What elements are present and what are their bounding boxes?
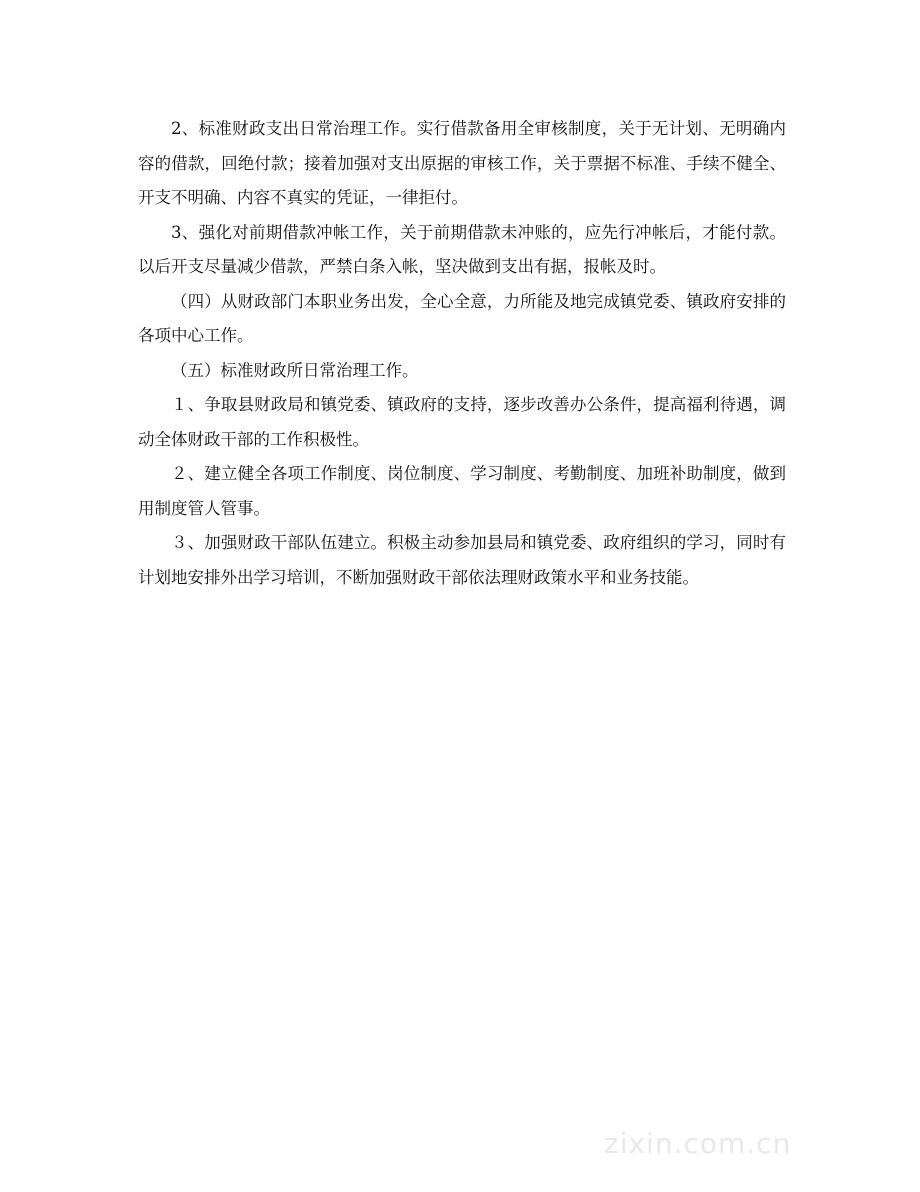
document-body	[138, 112, 786, 595]
paragraph-item-three: ３、加强财政干部队伍建立。积极主动参加县局和镇党委、政府组织的学习，同时有计划地安排外出学习培训，不断加强财政干部依法理财政策水平和业务技能。	[138, 533, 786, 587]
paragraph-item-two: ２、建立健全各项工作制度、岗位制度、学习制度、考勤制度、加班补助制度，做到用制度管人管事。	[138, 464, 786, 518]
watermark: zixin.com.cn	[604, 1127, 792, 1160]
paragraph-section-four: （四）从财政部门本职业务出发，全心全意，力所能及地完成镇党委、镇政府安排的各项中心工作。	[138, 291, 786, 345]
paragraph-loan-offset: 3、强化对前期借款冲帐工作，关于前期借款未冲账的，应先行冲帐后，才能付款。以后开支尽量减少借款，严禁白条入帐，坚决做到支出有据，报帐及时。	[138, 222, 786, 276]
paragraph-expense-management: 2、标准财政支出日常治理工作。实行借款备用全审核制度，关于无计划、无明确内容的借款，回绝付款；接着加强对支出原据的审核工作，关于票据不标准、手续不健全、开支不明确、内容不真实的凭证，一律拒付。	[138, 119, 786, 207]
paragraph-section-five-heading: （五）标准财政所日常治理工作。	[171, 360, 419, 380]
paragraph-item-one: １、争取县财政局和镇党委、镇政府的支持，逐步改善办公条件，提高福利待遇，调动全体财政干部的工作积极性。	[138, 395, 786, 449]
